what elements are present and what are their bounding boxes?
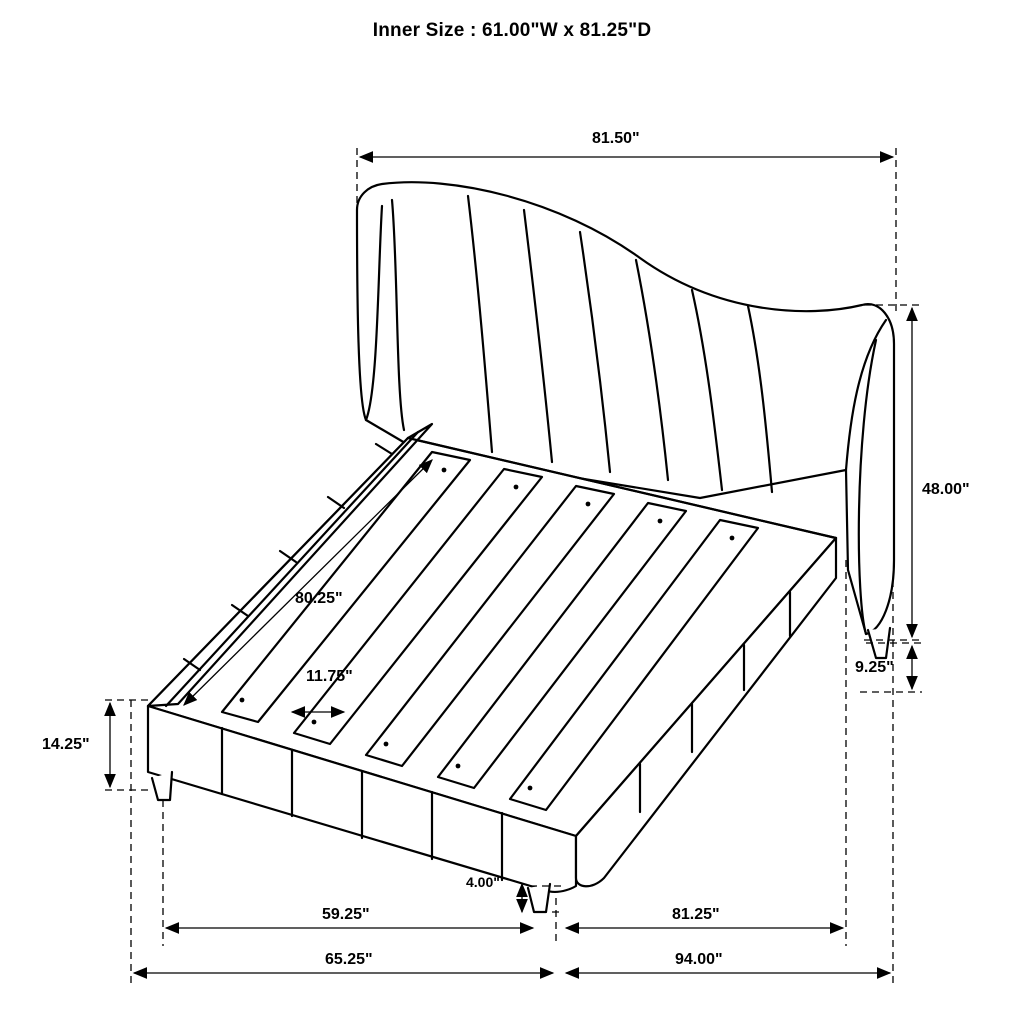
label-headboard-width: 81.50" (592, 130, 640, 147)
label-depth-inner: 81.25" (672, 906, 720, 923)
label-headboard-leg-clearance: 9.25" (855, 659, 894, 676)
leg-front-left (152, 772, 172, 800)
label-slat-length: 80.25" (295, 590, 343, 607)
label-rail-height: 14.25" (42, 736, 90, 753)
label-depth-outer: 94.00" (675, 951, 723, 968)
leg-front-center (528, 884, 550, 912)
label-side-outer: 65.25" (325, 951, 373, 968)
label-headboard-height: 48.00" (922, 481, 970, 498)
label-slat-spacing: 11.75" (306, 668, 353, 685)
label-leg-height: 4.00" (466, 874, 500, 890)
page-title: Inner Size : 61.00"W x 81.25"D (372, 20, 652, 41)
bed-illustration (148, 182, 894, 912)
label-side-inner: 59.25" (322, 906, 370, 923)
